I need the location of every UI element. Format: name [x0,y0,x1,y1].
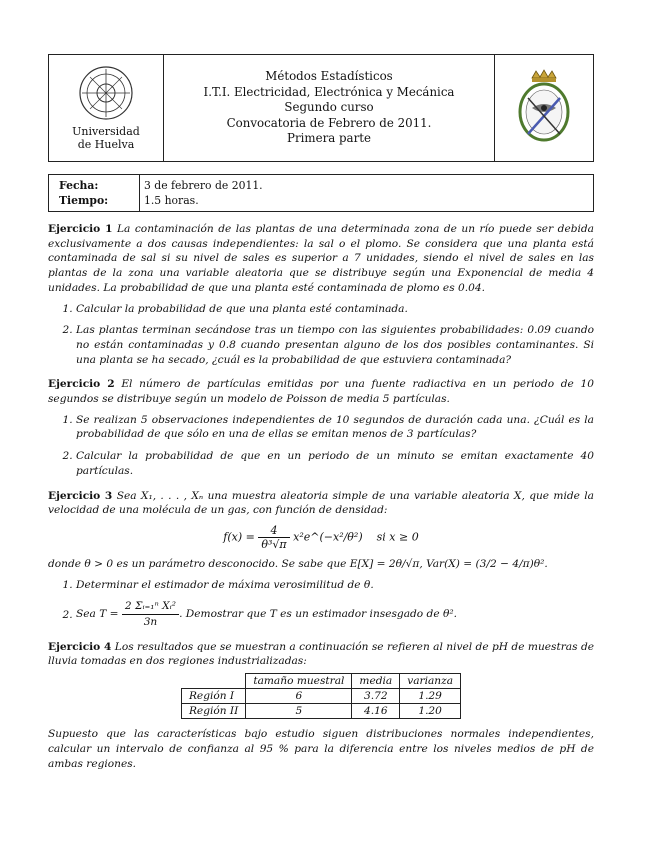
date-label: Fecha: [59,179,99,192]
exercise-4-heading: Ejercicio 4 [48,640,112,653]
list-item: 1. Se realizan 5 observaciones independientes de 10 segundos de duración cada una. ¿Cuál es la probabilidad de que sólo en una de ellas se emitan menos de 3 partículas? [76,413,594,442]
exercise-4 [48,640,594,669]
time-label: Tiempo: [59,194,109,207]
formula-numerator: 4 [258,524,289,538]
year-title: Segundo curso [284,100,374,115]
table-row: Región I 6 3.72 1.29 [181,689,460,704]
statistic-fraction: $\frac{\text{2 Σᵢ₌₁ⁿ Xᵢ²}}{3n}$ [122,599,179,629]
formula-denominator: θ³√π [261,537,287,551]
exercise-3-text: Sea X₁, . . . , Xₙ una muestra aleatoria simple de una variable aleatoria X, que mide la velocidad de una molécula de un gas, con función de densidad: [48,489,594,517]
exam-page [48,54,594,771]
exercise-2-list [48,413,594,479]
list-item: 1. Calcular la probabilidad de que una planta esté contaminada. [76,302,594,317]
part-title: Primera parte [287,131,371,146]
school-crest [494,55,593,161]
ph-data-table [181,673,461,719]
course-title: Métodos Estadísticos [265,69,393,83]
svg-text:Universidad: Universidad [72,125,140,138]
exercise-1-list [48,302,594,368]
university-logo [49,55,164,161]
table-row: Región II 5 4.16 1.20 [181,704,460,719]
exercise-1-heading: Ejercicio 1 [48,223,113,235]
formula-fraction [258,524,289,551]
formula-lhs: f(x) = [223,530,255,544]
exercise-2-heading: Ejercicio 2 [48,378,115,391]
degree-title: I.T.I. Electricidad, Electrónica y Mecánica [203,84,455,99]
svg-text:de Huelva: de Huelva [77,138,135,151]
exercise-3-list [48,578,594,630]
column-header: media [352,674,400,689]
exam-info-box [48,174,594,212]
density-formula [48,524,594,551]
exercise-2 [48,377,594,406]
exercise-4-text: Los resultados que se muestran a continuación se refieren al nivel de pH de muestras de lluvia tomadas en dos regiones industrializadas: [48,640,594,668]
time-value: 1.5 horas. [144,194,199,207]
session-title: Convocatoria de Febrero de 2011. [226,115,432,130]
exercise-1 [48,222,594,296]
list-item: 2. Calcular la probabilidad de que en un periodo de un minuto se emitan exactamente 40 partículas. [76,449,594,478]
list-item: 2. Las plantas terminan secándose tras un tiempo con las siguientes probabilidades: 0.09 cuando no están contaminadas y 0.8 cuando presentan alguno de los dos posibles contaminantes. Si una planta se ha secado, ¿cuál es la probabilidad de que estuviera contaminada? [76,323,594,367]
date-value: 3 de febrero de 2011. [144,179,263,192]
exercise-1-text: La contaminación de las plantas de una determinada zona de un río puede ser debida exclusivamente a dos causas independientes: la sal o el plomo. Se considera que una planta está contaminada de sal si su nivel de sales es superior a 7 unidades, siendo el nivel de sales en las plantas de la zona una variable aleatoria que se distribuye según una Exponencial de media 4 unidades. La probabilidad de que una planta esté contaminada de plomo es 0.04. [48,223,594,294]
exam-title-block [164,55,494,161]
exam-header [48,54,594,162]
seal-icon [64,63,148,153]
list-item: 1. Determinar el estimador de máxima verosimilitud de θ. [76,578,594,593]
list-item: 2. Sea T = $\frac{\text{2 Σᵢ₌₁ⁿ Xᵢ²}}{3n}$ . Demostrar que T es un estimador insesgado de θ². [76,599,594,629]
formula-body: x²e^(−x²/θ²) [293,530,363,544]
exercise-3-note: donde θ > 0 es un parámetro desconocido. Se sabe que E[X] = 2θ/√π, Var(X) = (3/2 − 4/π)θ². [48,557,548,570]
exercise-3-heading: Ejercicio 3 [48,489,113,502]
exercise-3 [48,489,594,518]
column-header: tamaño muestral [246,674,352,689]
column-header: varianza [400,674,461,689]
crest-icon [512,68,576,148]
exercise-4-closing: Supuesto que las características bajo estudio siguen distribuciones normales independientes, calcular un intervalo de confianza al 95 % para la diferencia entre los niveles medios de pH de ambas regiones. [48,728,594,770]
exercise-2-text: El número de partículas emitidas por una fuente radiactiva en un periodo de 10 segundos se distribuye según un modelo de Poisson de media 5 partículas. [48,378,594,406]
formula-condition: si x ≥ 0 [376,530,419,544]
